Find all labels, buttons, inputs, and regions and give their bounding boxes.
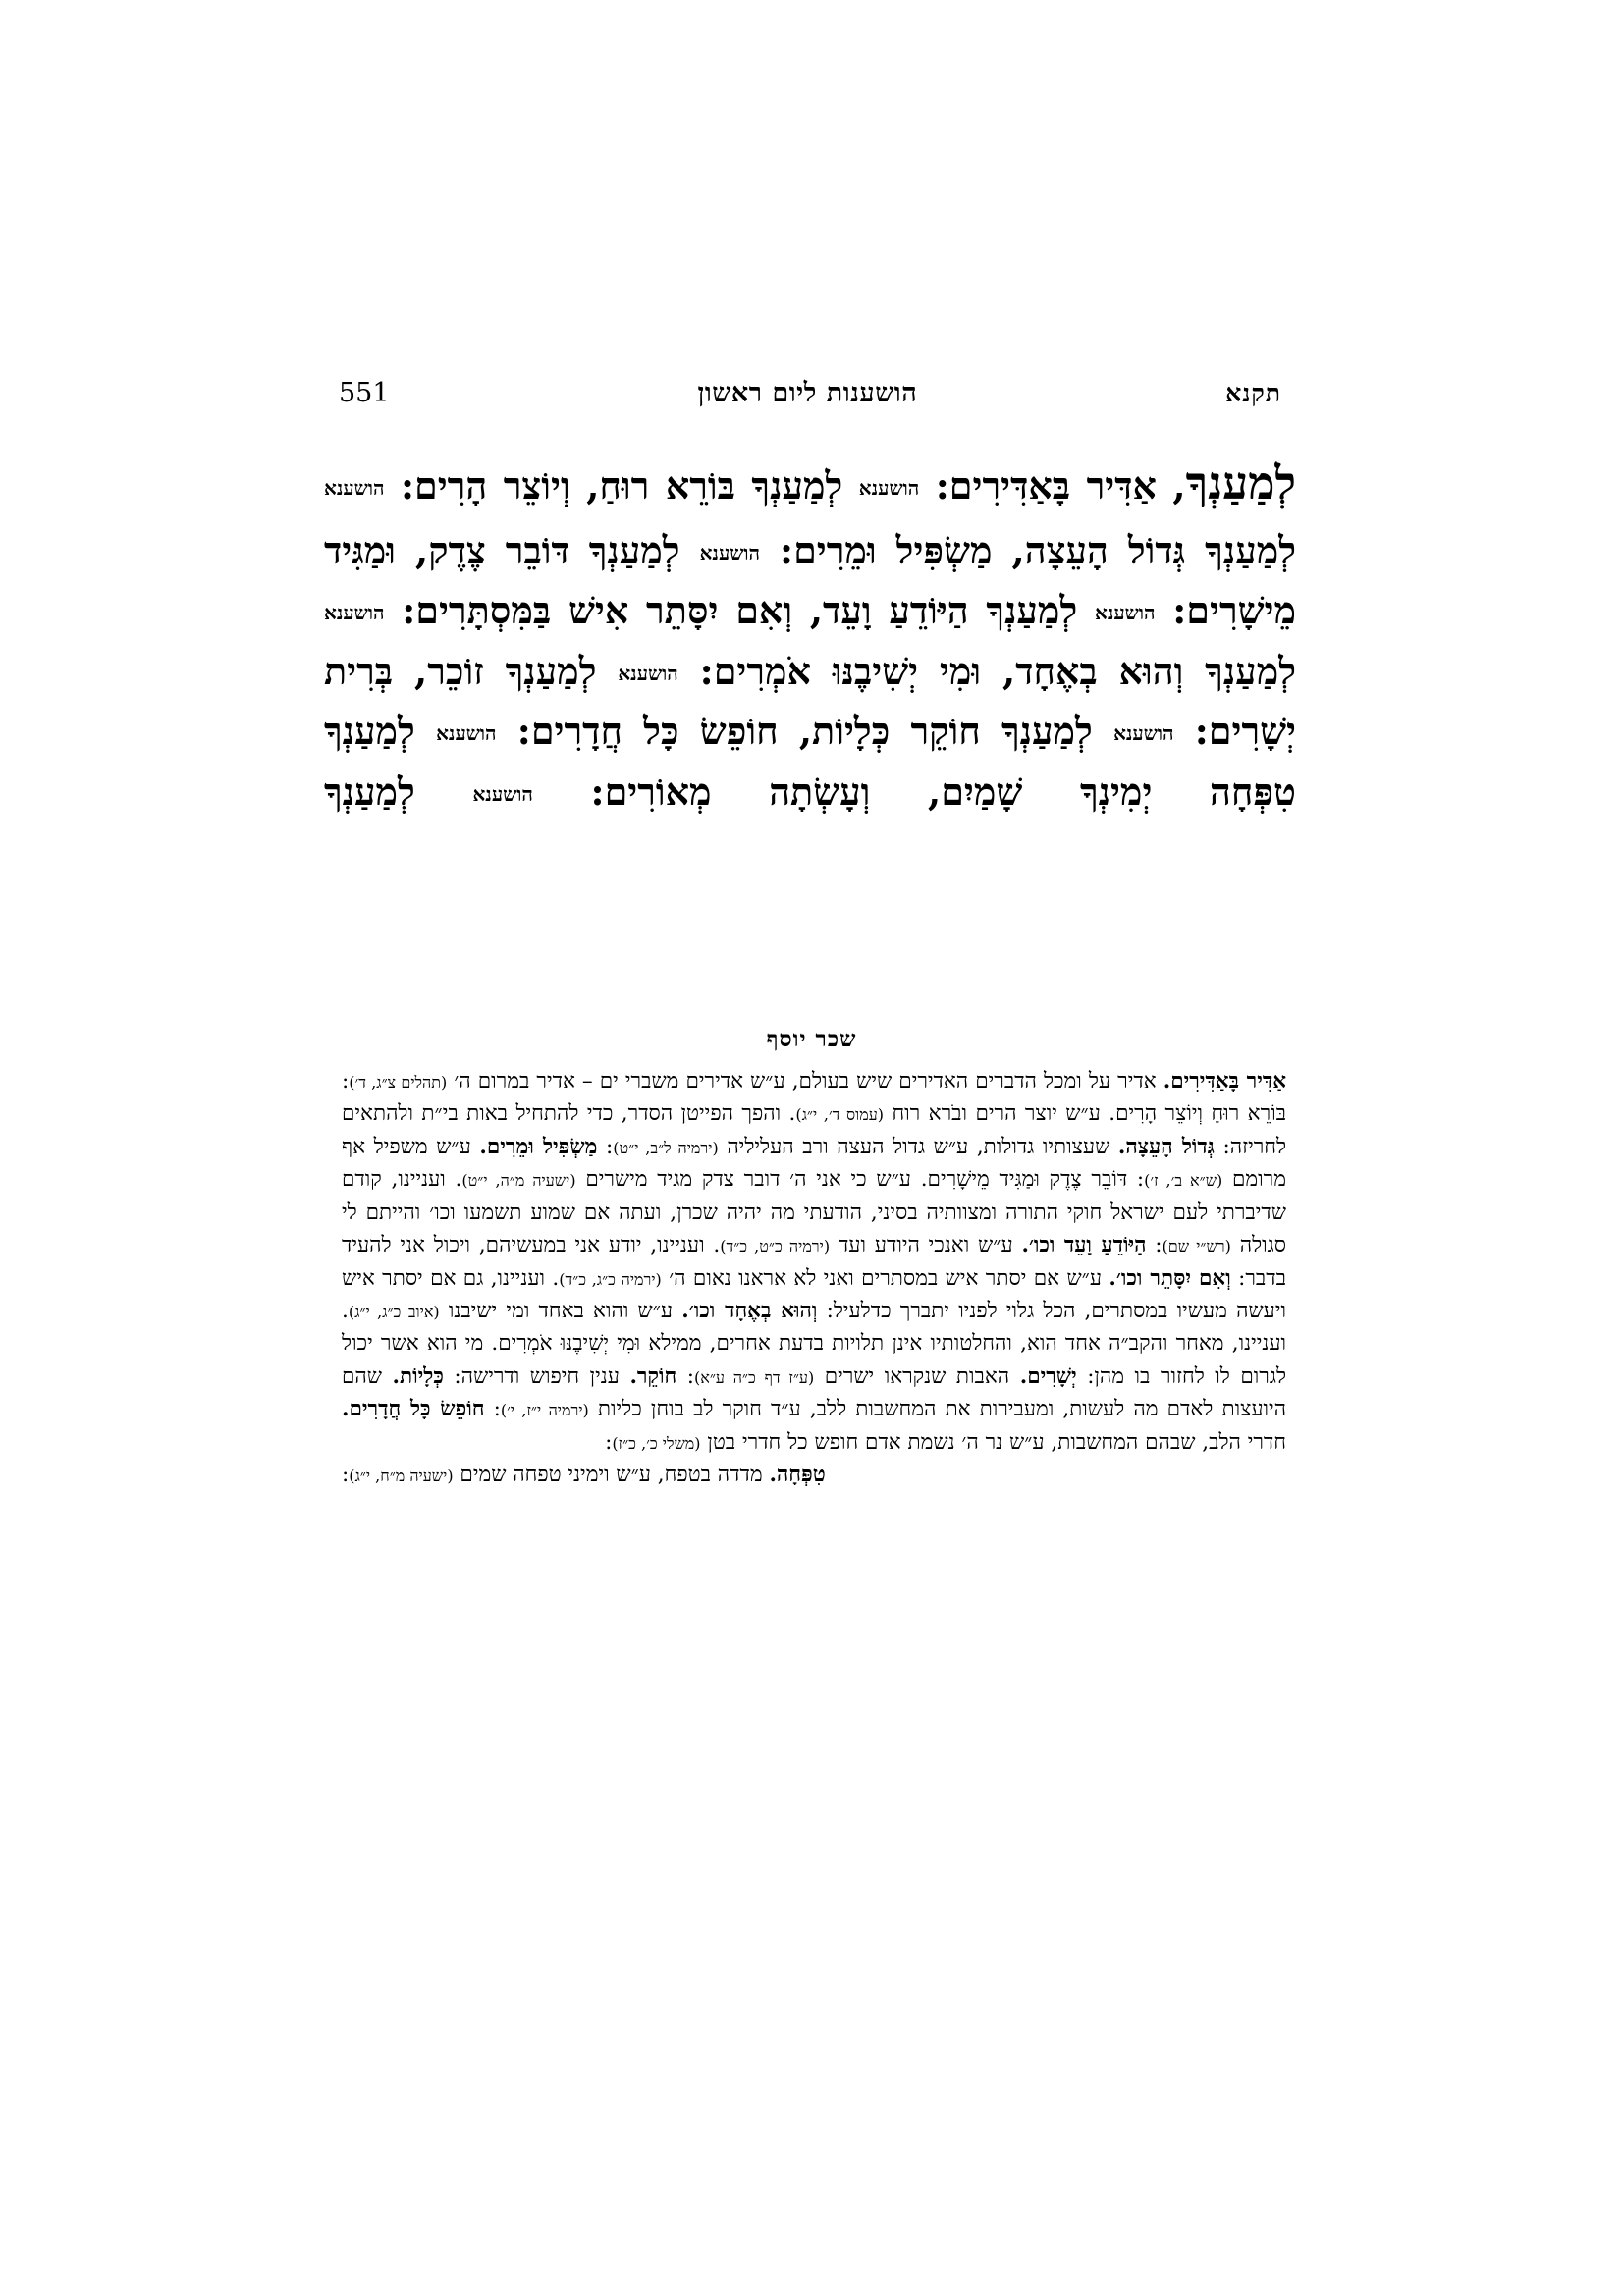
- commentary-lemma: גְּדוֹל הָעֵצָה.: [1117, 1134, 1215, 1159]
- page-header: [339, 378, 1281, 408]
- commentary-lemma: חוֹקֵר.: [629, 1363, 677, 1389]
- commentary-lemma: הַיּוֹדֵעַ וָעֵד וכו׳.: [1021, 1233, 1147, 1258]
- source-citation: (ירמיה ל״ב, י״ט): [613, 1138, 719, 1157]
- source-citation: (ירמיה כ״ט, כ״ד): [720, 1237, 831, 1256]
- source-citation: (ע״ז דף כ״ה ע״א): [693, 1367, 815, 1387]
- commentary-lemma: טִפְּחָה.: [769, 1463, 826, 1488]
- piyut-text: לְמַעַנְךָ, אַדִּיר בָּאַדִּירִים: הושענא לְמַעַנְךָ בּוֹרֵא רוּחַ, וְיוֹצֵר הָרִים: הושענא לְמַעַנְךָ גְּדוֹל הָעֵצָה, מַשְׂפִּיל וּמֵרִים: הושענא לְמַעַנְךָ דּוֹבֵר צֶדֶק, וּמַגִּיד מֵישָׁרִים: הושענא לְמַעַנְךָ הַיּוֹדֵעַ וָעֵד, וְאִם יִסָּתֵר אִישׁ בַּמִּסְתָּרִים: הושענא לְמַעַנְךָ וְהוּא בְאֶחָד, וּמִי יְשִׁיבֶנּוּ אֹמְרִים: הושענא לְמַעַנְךָ זוֹכֵר, בְּרִית יְשָׁרִים: הושענא לְמַעַנְךָ חוֹקֵר כְּלָיוֹת, חוֹפֵשׂ כָּל חֲדָרִים: הושענא לְמַעַנְךָ טִפְּחָה יְמִינְךָ שָׁמַיִם, וְעָשְׂתָה מְאוֹרִים: הושענא לְמַעַנְךָ: [324, 456, 1297, 814]
- refrain-marker: הושענא: [618, 661, 678, 685]
- commentary-lemma: אַדִּיר בָּאַדִּירִים.: [1163, 1069, 1287, 1094]
- folio-hebrew: תקנא: [1225, 379, 1281, 407]
- commentary-lemma: וְהוּא בְאֶחָד וכו׳.: [681, 1298, 818, 1323]
- refrain-marker: הושענא: [1113, 721, 1174, 746]
- commentary-lemma: חוֹפֵשׂ כָּל חֲדָרִים.: [342, 1397, 485, 1422]
- source-citation: (משלי כ׳, כ״ז): [612, 1433, 701, 1453]
- source-citation: (ישעיה מ״ח, י״ג): [349, 1467, 454, 1486]
- source-citation: (רש״י שם): [1162, 1237, 1231, 1256]
- refrain-marker: הושענא: [324, 476, 385, 500]
- refrain-marker: הושענא: [324, 601, 385, 625]
- commentary-title: שכר יוסף: [766, 1026, 857, 1052]
- commentary-lemma: וְאִם יִסָּתֵר וכו׳.: [1109, 1265, 1231, 1291]
- page-title: הושענות ליום ראשון: [697, 378, 918, 408]
- commentary-final-line: טִפְּחָה. מדדה בטפח, ע״ש וימיני טפחה שמים (ישעיה מ״ח, י״ג):: [342, 1463, 826, 1488]
- opening-word: לְמַעַנְךָ: [1185, 456, 1296, 509]
- piyut-body: [324, 447, 1296, 822]
- source-citation: (ישעיה מ״ה, י״ט): [461, 1171, 576, 1191]
- source-citation: (עמוס ד׳, י״ג): [795, 1105, 885, 1125]
- refrain-marker: הושענא: [472, 781, 533, 806]
- source-citation: (ש״א ב׳, ז׳): [1144, 1171, 1223, 1191]
- refrain-marker: הושענא: [1095, 601, 1156, 625]
- commentary-lemma: כְּלָיוֹת.: [392, 1363, 444, 1389]
- commentary-body: [342, 1065, 1286, 1491]
- source-citation: (ירמיה י״ז, י׳): [500, 1401, 589, 1420]
- source-citation: (ירמיה כ״ג, כ״ד): [559, 1269, 662, 1289]
- refrain-marker: הושענא: [858, 476, 920, 500]
- refrain-marker: הושענא: [436, 721, 497, 746]
- commentary-paragraph: אַדִּיר בָּאַדִּירִים. אדיר על ומכל הדברים האדירים שיש בעולם, ע״ש אדירים משברי ים – אדיר במרום ה׳ (תהלים צ״ג, ד׳): בּוֹרֵא רוּחַ וְיוֹצֵר הָרִים. ע״ש יוצר הרים ובֹרא רוח (עמוס ד׳, י״ג). והפך הפייטן הסדר, כדי להתחיל באות בי״ת ולהתאים לחריזה: גְּדוֹל הָעֵצָה. שעצותיו גדולות, ע״ש גדול העצה ורב העליליה (ירמיה ל״ב, י״ט): מַשְׂפִּיל וּמֵרִים. ע״ש משפיל אף מרומם (ש״א ב׳, ז׳): דּוֹבֵר צֶדֶק וּמַגִּיד מֵישָׁרִים. ע״ש כי אני ה׳ דובר צדק מגיד מישרים (ישעיה מ״ה, י״ט). ועניינו, קודם שדיברתי לעם ישראל חוקי התורה ומצוותיה בסיני, הודעתי מה יהיה שכרן, ועתה אם שמוע תשמעו וכו׳ והייתם לי סגולה (רש״י שם): הַיּוֹדֵעַ וָעֵד וכו׳. ע״ש ואנכי היודע ועד (ירמיה כ״ט, כ״ד). ועניינו, יודע אני במעשיהם, ויכול אני להעיד בדבר: וְאִם יִסָּתֵר וכו׳. ע״ש אם יסתר איש במסתרים ואני לא אראנו נאום ה׳ (ירמיה כ״ג, כ״ד). ועניינו, גם אם יסתר איש ויעשה מעשיו במסתרים, הכל גלוי לפניו יתברך כדלעיל: וְהוּא בְאֶחָד וכו׳. ע״ש והוא באחד ומי ישיבנו (איוב כ״ג, י״ג). ועניינו, מאחר והקב״ה אחד הוא, והחלטותיו אינן תלויות בדעת אחרים, ממילא וּמִי יְשִׁיבֶנּוּ אֹמְרִים. מי הוא אשר יכול לגרום לו לחזור בו מהן: יְשָׁרִים. האבות שנקראו ישרים (ע״ז דף כ״ה ע״א): חוֹקֵר. ענין חיפוש ודרישה: כְּלָיוֹת. שהם היועצות לאדם מה לעשות, ומעבירות את המחשבות ללב, ע״ד חוקר לב בוחן כליות (ירמיה י״ז, י׳): חוֹפֵשׂ כָּל חֲדָרִים. חדרי הלב, שבהם המחשבות, ע״ש נר ה׳ נשמת אדם חופש כל חדרי בטן (משלי כ׳, כ״ז):: [342, 1069, 1287, 1455]
- page-number: 551: [339, 378, 390, 408]
- commentary-lemma: מַשְׂפִּיל וּמֵרִים.: [479, 1134, 598, 1159]
- commentary-lemma: יְשָׁרִים.: [1019, 1363, 1077, 1389]
- source-citation: (תהלים צ״ג, ד׳): [349, 1073, 448, 1092]
- refrain-marker: הושענא: [699, 540, 761, 564]
- source-citation: (איוב כ״ג, י״ג): [348, 1302, 440, 1321]
